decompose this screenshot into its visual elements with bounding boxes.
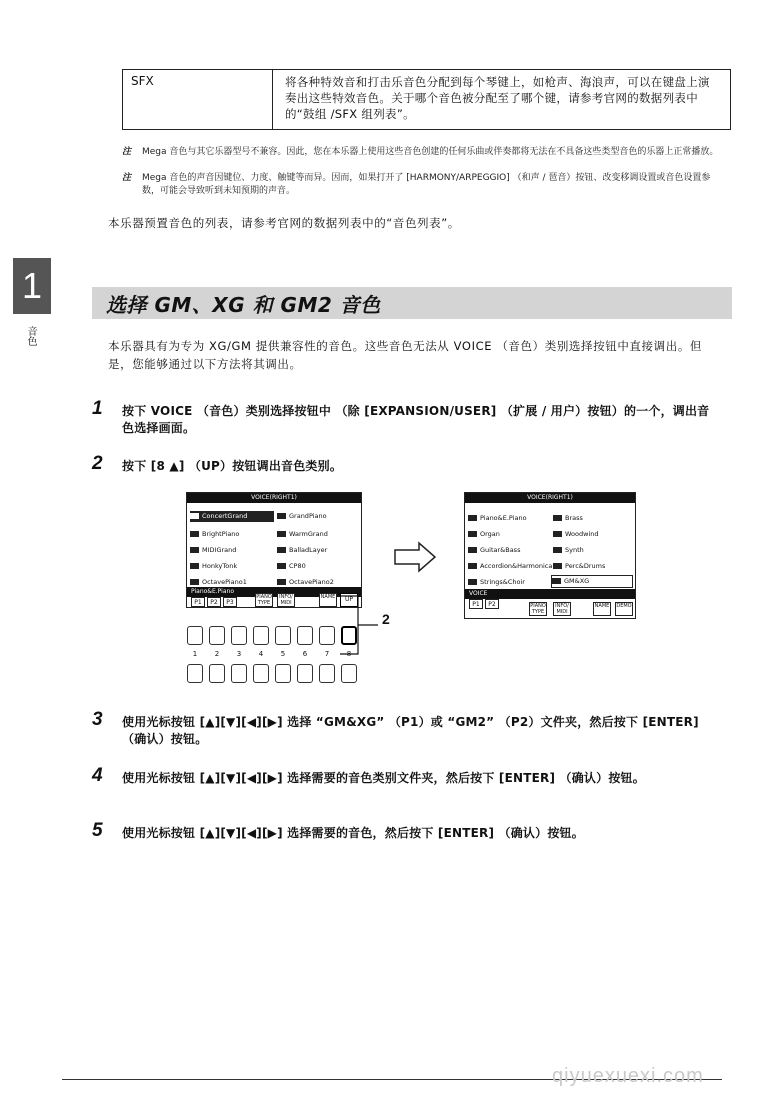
step-number: 5: [92, 820, 103, 841]
voice-item[interactable]: BrightPiano: [190, 529, 239, 540]
voice-item[interactable]: OctavePiano1: [190, 577, 247, 588]
category-folder-gm-xg[interactable]: GM&XG: [551, 575, 633, 588]
page-tab[interactable]: P2: [207, 597, 221, 607]
step-text: 使用光标按钮 [▲][▼][◀][▶] 选择需要的音色类别文件夹，然后按下 [ENTER] （确认）按钮。: [122, 771, 645, 785]
panel-button-down[interactable]: [231, 664, 247, 683]
category-folder[interactable]: Piano&E.Piano: [468, 513, 527, 524]
voice-item[interactable]: HonkyTonk: [190, 561, 237, 572]
panel-buttons: 1 2 3 4 5 6 7 8: [187, 626, 365, 686]
panel-button-down[interactable]: [319, 664, 335, 683]
lcd-screen-after: [464, 492, 636, 619]
voice-item[interactable]: ConcertGrand: [190, 511, 274, 522]
up-button[interactable]: UP: [340, 593, 358, 607]
voice-item[interactable]: CP80: [277, 561, 306, 572]
panel-button-down[interactable]: [253, 664, 269, 683]
table-cell-desc: 将各种特效音和打击乐音色分配到每个琴键上，如枪声、海浪声，可以在键盘上演奏出这些特效音色。关于哪个音色被分配至了哪个键，请参考官网的数据列表中的“鼓组 /SFX 组列表”。: [285, 75, 710, 121]
category-folder[interactable]: Woodwind: [553, 529, 599, 540]
info-midi-button[interactable]: INFO/ MIDI: [553, 602, 571, 616]
table-cell-name: SFX: [123, 70, 273, 129]
step-number: 1: [92, 398, 103, 419]
panel-button-down[interactable]: [341, 664, 357, 683]
step-text: 使用光标按钮 [▲][▼][◀][▶] 选择需要的音色，然后按下 [ENTER] （确认）按钮。: [122, 826, 584, 840]
voice-item[interactable]: MIDIGrand: [190, 545, 236, 556]
category-folder[interactable]: Synth: [553, 545, 584, 556]
folder-path: VOICE: [465, 589, 635, 599]
panel-button-up[interactable]: [231, 626, 247, 645]
category-folder[interactable]: Guitar&Bass: [468, 545, 520, 556]
page-tab[interactable]: P1: [191, 597, 205, 607]
watermark: qiyuexuexi.com: [552, 1065, 704, 1087]
voice-item[interactable]: WarmGrand: [277, 529, 328, 540]
panel-button-up[interactable]: [253, 626, 269, 645]
piano-type-button[interactable]: PIANO TYPE: [256, 594, 272, 606]
demo-button[interactable]: DEMO: [615, 602, 633, 616]
step-text: 按下 VOICE （音色）类别选择按钮中 （除 [EXPANSION/USER] （扩展 / 用户）按钮）的一个，调出音色选择画面。: [122, 404, 710, 435]
step-number: 2: [92, 453, 103, 474]
category-folder[interactable]: Organ: [468, 529, 500, 540]
section-heading: [92, 287, 732, 319]
section-title: 选择 GM、XG 和 GM2 音色: [106, 293, 381, 317]
page-tab[interactable]: P1: [469, 599, 483, 609]
panel-button-up[interactable]: [209, 626, 225, 645]
voice-item[interactable]: GrandPiano: [277, 511, 327, 522]
panel-button-down[interactable]: [187, 664, 203, 683]
page-tab[interactable]: P3: [223, 597, 237, 607]
step-text: 按下 [8 ▲] （UP）按钮调出音色类别。: [122, 459, 343, 473]
lcd-screen-before: [186, 492, 362, 608]
category-folder[interactable]: Perc&Drums: [553, 561, 605, 572]
piano-type-button[interactable]: PIANO TYPE: [530, 603, 546, 615]
folder-path: Piano&E.Piano: [187, 587, 361, 597]
voice-item[interactable]: OctavePiano2: [277, 577, 334, 588]
lcd-title: VOICE(RIGHT1): [465, 493, 635, 503]
chapter-label: 音色: [25, 326, 36, 346]
category-folder[interactable]: Strings&Choir: [468, 577, 525, 588]
arrow-right-icon: [393, 541, 439, 573]
panel-button-down[interactable]: [209, 664, 225, 683]
section-paragraph: 本乐器具有为专为 XG/GM 提供兼容性的音色。这些音色无法从 VOICE （音色）类别选择按钮中直接调出。但是，您能够通过以下方法将其调出。: [108, 339, 703, 371]
note-text: Mega 音色与其它乐器型号不兼容。因此，您在本乐器上使用这些音色创建的任何乐曲或伴奏都将无法在不具备这些类型音色的乐器上正常播放。: [142, 147, 719, 157]
sfx-table: [122, 69, 731, 130]
info-midi-button[interactable]: INFO/ MIDI: [277, 593, 295, 607]
note-mark: 注: [122, 173, 132, 183]
note-mark: 注: [122, 147, 132, 157]
callout-bracket: [338, 592, 398, 662]
step-number: 3: [92, 709, 103, 730]
voice-item[interactable]: BalladLayer: [277, 545, 327, 556]
category-folder[interactable]: Brass: [553, 513, 583, 524]
panel-button-up[interactable]: [187, 626, 203, 645]
page-tab[interactable]: P2: [485, 599, 499, 609]
callout-number: 2: [382, 611, 390, 627]
name-button[interactable]: NAME: [319, 593, 337, 607]
panel-button-down[interactable]: [275, 664, 291, 683]
panel-button-up[interactable]: [275, 626, 291, 645]
category-folder[interactable]: Accordion&Harmonica: [468, 561, 552, 572]
step-text: 使用光标按钮 [▲][▼][◀][▶] 选择 “GM&XG” （P1）或 “GM2” （P2）文件夹，然后按下 [ENTER] （确认）按钮。: [122, 715, 699, 746]
chapter-number: 1: [13, 258, 51, 314]
panel-button-up[interactable]: [319, 626, 335, 645]
name-button[interactable]: NAME: [593, 602, 611, 616]
lcd-title: VOICE(RIGHT1): [187, 493, 361, 503]
note-text: Mega 音色的声音因键位、力度、触键等而异。因而，如果打开了 [HARMONY/ARPEGGIO] （和声 / 琶音）按钮、改变移调设置或音色设置参数，可能会导致听到未知预期的声音。: [142, 173, 711, 196]
panel-button-down[interactable]: [297, 664, 313, 683]
intro-paragraph: 本乐器预置音色的列表，请参考官网的数据列表中的“音色列表”。: [108, 216, 460, 230]
step-number: 4: [92, 765, 103, 786]
panel-button-up[interactable]: [297, 626, 313, 645]
